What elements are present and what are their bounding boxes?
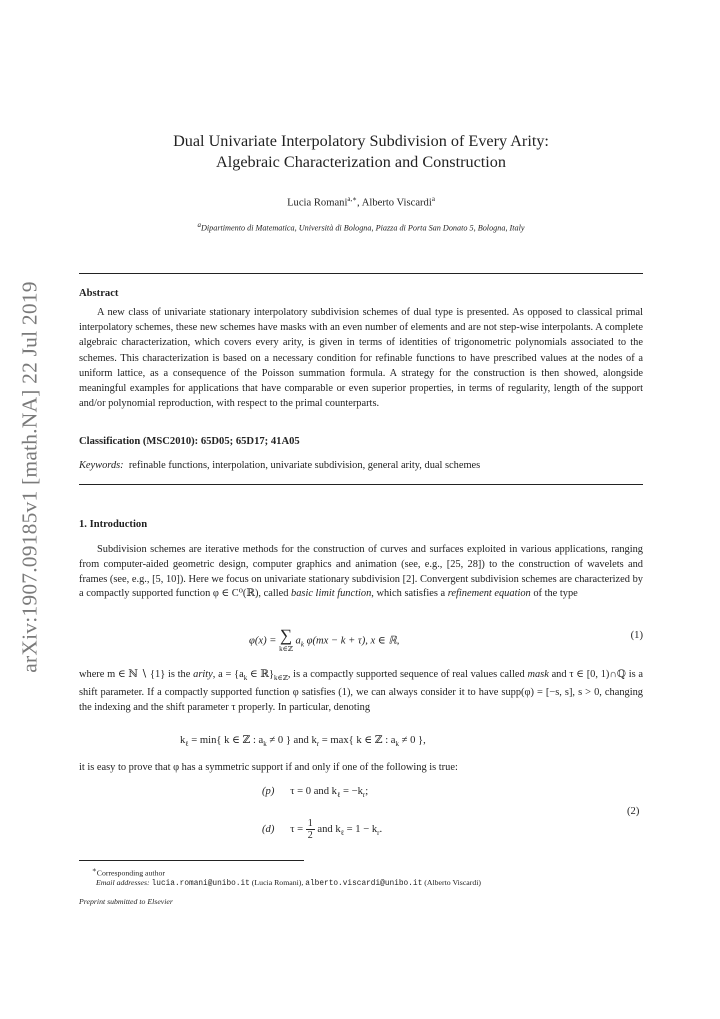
arxiv-side-label: arXiv:1907.09185v1 [math.NA] 22 Jul 2019: [17, 281, 42, 673]
paper-title: Dual Univariate Interpolatory Subdivision of Every Arity: Algebraic Characterization and Construction: [173, 132, 549, 171]
affiliation: $^a$Dipartimento di Matematica, Università di Bologna, Piazza di Porta San Donato 5, Bologna, Italy: [197, 221, 525, 233]
case-primal: (p) τ = 0 and $k_\ell = -k_r$;: [262, 786, 369, 800]
author-list: Lucia Romani$^{a,∗}$, Alberto Viscardi$^a$: [287, 195, 435, 209]
abstract-heading: Abstract: [79, 288, 119, 299]
footnote-rule: [79, 860, 304, 861]
bottom-rule: [79, 484, 643, 485]
keywords: Keywords: refinable functions, interpolation, univariate subdivision, general arity, dual schemes: [79, 460, 481, 471]
abstract-body: A new class of univariate stationary interpolatory subdivision schemes of dual type is presented. As opposed to classical primal interpolatory schemes, these new schemes have masks with an even number of elements and are not step-wise interpolants. A complete algebraic characterization, which covers every arity, is given in terms of identities of trigonometric polynomials associated to the schemes. This characterization is based on a necessary condition for refinable functions to have prescribed values at the nodes of a uniform lattice, as a consequence of the Poisson summation formula. A strategy for the construction is then showed, alongside meaningful examples for applications that have comparable or even superior properties, in terms of regularity, length of the support and/or polynomial reproduction, with respect to the primal counterparts.: [79, 307, 643, 410]
section-heading-introduction: 1. Introduction: [79, 519, 148, 530]
top-rule: [79, 273, 643, 274]
introduction-paragraph: Subdivision schemes are iterative methods for the construction of curves and surfaces exploited in various applications, ranging from computer-aided geometric design, computer graphics and animation (see, e.g., [25, 28]) to the construction of wavelets and frames (see, e.g., [5, 10]). Here we focus on univariate stationary subdivision [2]. Convergent subdivision schemes are characterized by a compactly supported function φ ∈ C⁰(ℝ), called basic limit function, which satisfies a refinement equation of the type: [79, 544, 643, 600]
symmetric-support-sentence: it is easy to prove that φ has a symmetric support if and only if one of the following is true:: [79, 762, 458, 773]
email-link-romani[interactable]: lucia.romani@unibo.it: [151, 880, 250, 888]
footnote-emails: Email addresses: lucia.romani@unibo.it (Lucia Romani), alberto.viscardi@unibo.it (Alberto Viscardi): [96, 878, 481, 888]
email-link-viscardi[interactable]: alberto.viscardi@unibo.it: [305, 880, 423, 888]
case-dual: (d) τ = $\frac{1}{2}$ and $k_\ell = 1 - k_r$.: [262, 818, 383, 841]
footnote-corresponding: ∗Corresponding author: [92, 866, 165, 878]
equation-k-bounds: $k_\ell = \min${ k ∈ ℤ : $a_k \ne 0$ } and $k_r = \max${ k ∈ ℤ : $a_k \ne 0$ },: [180, 735, 426, 749]
classification: Classification (MSC2010): 65D05; 65D17; 41A05: [79, 436, 300, 447]
equation-2-number: (2): [627, 806, 640, 817]
paragraph-after-eq1: where m ∈ ℕ ∖ {1} is the arity, $a = \{a_k$ ∈ $ℝ\}_{k\in ℤ}$, is a compactly supported sequence of real values called mask and τ ∈ [0, 1)∩ℚ is a shift parameter. If a compactly supported function φ satisfies (1), we can always consider it to have supp(φ) = [−s, s], s > 0, changing the indexing and the shift parameter τ properly. In particular, denoting: [79, 669, 643, 713]
preprint-note: Preprint submitted to Elsevier: [79, 897, 173, 906]
